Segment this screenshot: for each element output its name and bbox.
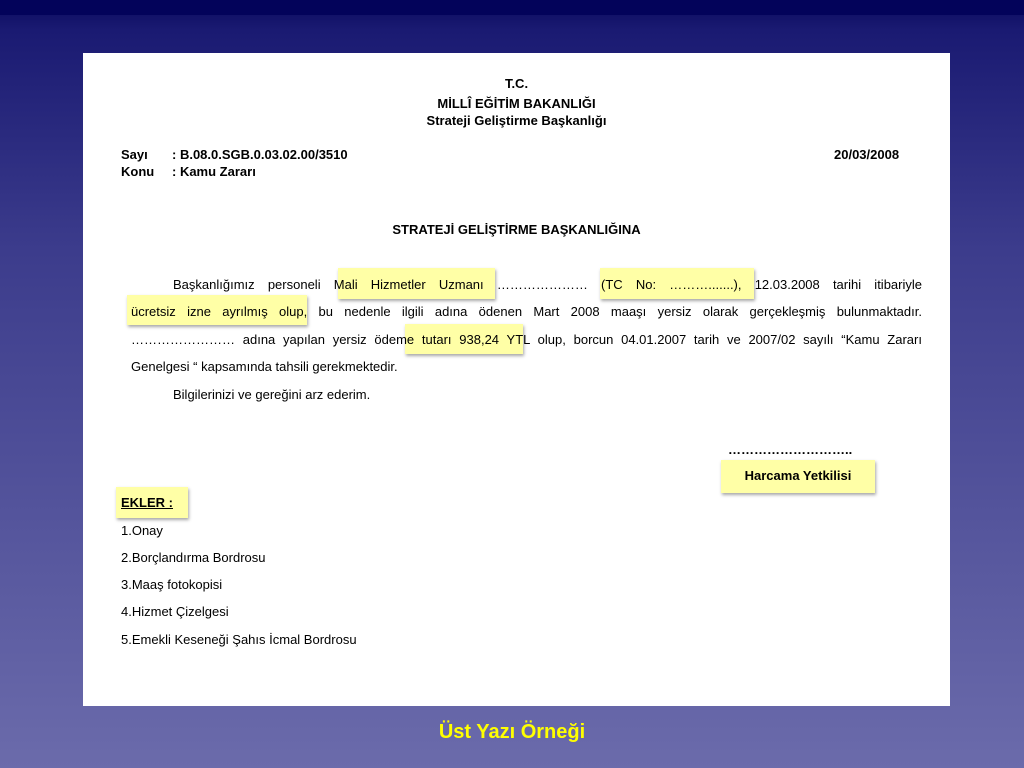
signature-dots: ……………………….. [728,442,853,457]
sayi-label: Sayı [121,147,148,162]
attachment-item: 4.Hizmet Çizelgesi [121,604,229,619]
body-l3-a: …………………… adına yapılan yersiz öde [131,332,397,347]
body-l2-leave: ücretsiz izne ayrılmış olup, [131,304,308,319]
body-l1-a: Başkanlığımız personeli [173,277,321,292]
body-line-1 [173,277,922,292]
body-l1-position: Mali Hizmetler Uzmanı [333,277,484,292]
letter-page [83,53,950,706]
attachment-item: 2.Borçlandırma Bordrosu [121,550,266,565]
body-line-3 [131,332,922,347]
body-l3-amount: me tutarı 938,24 YT [396,332,524,347]
slide-title: Üst Yazı Örneği [438,721,586,743]
attachments-heading: EKLER : [121,495,173,510]
body-l1-dots: ………………… [496,277,588,292]
body-line-2 [131,304,922,319]
body-l1-date: 12.03.2008 tarihi itibariyle [754,277,922,292]
konu-value: : Kamu Zararı [172,164,256,179]
attachment-item: 1.Onay [121,523,163,538]
letter-date: 20/03/2008 [834,147,900,162]
body-l2-rest: bu nedenle ilgili adına ödenen Mart 2008 maaşı yersiz olarak gerçekleşmiş bulunmaktadır. [318,304,922,319]
header-department: Strateji Geliştirme Başkanlığı [426,113,607,128]
sayi-value: : B.08.0.SGB.0.03.02.00/3510 [172,147,348,162]
body-l3-c: L olup, borcun 04.01.2007 tarih ve 2007/02 sayılı “Kamu Zararı [523,332,922,347]
body-line-4: Genelgesi “ kapsamında tahsili gerekmektedir. [131,359,398,374]
header-ministry: MİLLÎ EĞİTİM BAKANLIĞI [437,96,596,111]
attachment-item: 5.Emekli Keseneği Şahıs İcmal Bordrosu [121,632,357,647]
header-tc: T.C. [504,76,529,91]
top-bar [0,0,1024,15]
body-line-5: Bilgilerinizi ve gereğini arz ederim. [173,387,371,402]
attachment-item: 3.Maaş fotokopisi [121,577,223,592]
addressee: STRATEJİ GELİŞTİRME BAŞKANLIĞINA [392,222,641,237]
konu-label: Konu [121,164,155,179]
body-l1-tc: (TC No: ……….......), [601,277,742,292]
signature-title: Harcama Yetkilisi [744,468,852,483]
